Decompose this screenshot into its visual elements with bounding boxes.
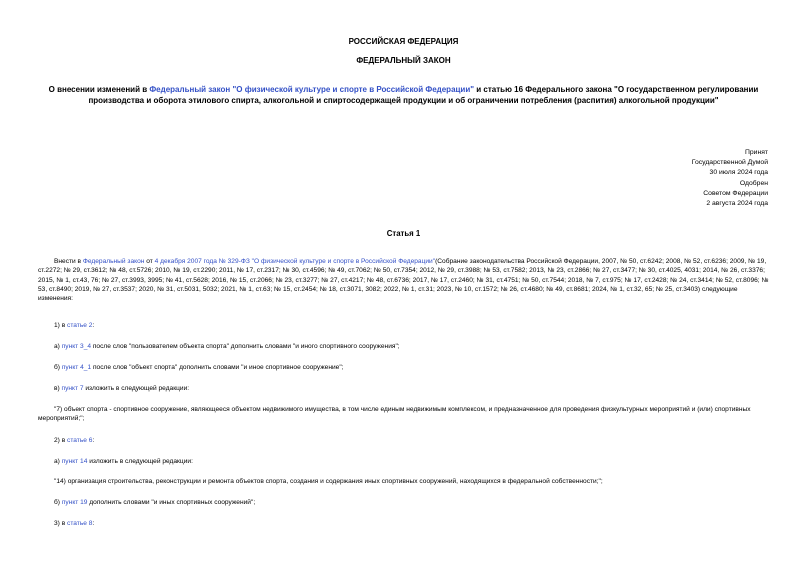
- federal-law-link[interactable]: Федеральный закон: [82, 258, 145, 265]
- law-title-prefix: О внесении изменений в: [48, 85, 150, 94]
- article-heading: Статья 1: [386, 229, 421, 238]
- item-2a-post: изложить в следующей редакции:: [87, 458, 193, 465]
- adoption-council: Советом Федерации: [703, 189, 768, 197]
- paragraph-intro: [38, 257, 770, 303]
- item-2b-post: дополнить словами "и иных спортивных сооружений";: [87, 499, 256, 506]
- item-2a-pre: а): [54, 458, 62, 465]
- item-1c: [38, 384, 770, 393]
- item-2-post: :: [92, 437, 95, 444]
- law-title-link[interactable]: Федеральный закон "О физической культуре и спорте в Российской Федерации": [149, 85, 475, 94]
- article-6-link[interactable]: статье 6: [67, 437, 93, 444]
- adoption-duma: Государственной Думой: [691, 159, 768, 167]
- item-1c-post: изложить в следующей редакции:: [83, 385, 190, 392]
- adoption-date-1: 30 июля 2024 года: [709, 169, 768, 177]
- item-1a: [38, 342, 770, 351]
- item-1: [38, 321, 770, 330]
- item-1-pre: 1) в: [54, 322, 68, 329]
- quote-point-14: "14) организация строительства, реконструкции и ремонта объектов спорта, создания и содержания иных спортивных сооружений, находящихся в федеральной собственности;";: [54, 478, 603, 485]
- law-329-link[interactable]: 4 декабря 2007 года № 329-ФЗ "О физической культуре и спорте в Российской Федерации": [154, 258, 436, 265]
- item-2a: [38, 457, 770, 466]
- item-1b-post: после слов "объект спорта" дополнить словами "и иное спортивное сооружение";: [91, 364, 344, 371]
- intro-text-2: от: [144, 258, 155, 265]
- article-8-link[interactable]: статье 8: [67, 520, 93, 527]
- adoption-approved: Одобрен: [739, 179, 768, 187]
- article-2-link[interactable]: статье 2: [67, 322, 93, 329]
- item-1b-pre: б): [54, 364, 62, 371]
- country-heading: РОССИЙСКАЯ ФЕДЕРАЦИЯ: [348, 37, 459, 46]
- law-title: [38, 85, 769, 106]
- point-19-link[interactable]: пункт 19: [61, 499, 88, 506]
- law-type-heading: ФЕДЕРАЛЬНЫЙ ЗАКОН: [356, 56, 451, 65]
- adoption-date-2: 2 августа 2024 года: [706, 200, 768, 208]
- item-1a-post: после слов "пользователем объекта спорта" дополнить словами "и иного спортивного сооружения";: [91, 343, 400, 350]
- item-1a-pre: а): [54, 343, 62, 350]
- item-1-post: :: [92, 322, 95, 329]
- item-2b-pre: б): [54, 499, 62, 506]
- item-2-pre: 2) в: [54, 437, 68, 444]
- item-2b: [38, 498, 770, 507]
- item-3: [38, 519, 770, 528]
- intro-citations: (Собрание законодательства Российской Федерации, 2007, № 50, ст.6242; 2008, № 52, ст.6236; 2009, № 19, ст.2272; № 29, ст.3612; № 48, ст.5726; 2010, № 19, ст.2290; 2011, № 17, ст.2317; № 30, ст.4596; № 49, ст.7062; № 50, ст.7354; 2012, № 29, ст.3988; № 53, ст.7582; 2013, № 23, ст.2866; № 27, ст.3477; № 30, ст.4025, 4031; 2014, № 26, ст.3376; 2015, № 1, ст.43, 76; № 27, ст.3993, 3995; № 41, ст.5628; 2016, № 15, ст.2066; № 23, ст.3277; № 27, ст.4217; № 48, ст.6736; 2017, № 17, ст.2460; № 31, ст.4751; № 50, ст.7544; 2018, № 7, ст.975; № 17, ст.2428; № 24, ст.3414; № 52, ст.8096; № 53, ст.8490; 2019, № 27, ст.3537; 2020, № 31, ст.5031, 5032; 2021, № 1, ст.63; № 15, ст.2454; № 18, ст.3071, 3082; 2022, № 1, ст.31; 2023, № 10, ст.1572; № 26, ст.4680; № 49, ст.8681; 2024, № 1, ст.32, 65; № 25, ст.3403) следующие изменения:: [38, 258, 769, 303]
- adoption-accepted: Принят: [744, 149, 768, 156]
- adoption-block: [692, 148, 768, 209]
- item-3-post: :: [92, 520, 95, 527]
- point-14-link[interactable]: пункт 14: [61, 458, 88, 465]
- point-4-1-link[interactable]: пункт 4_1: [61, 364, 92, 371]
- quote-point-7: "7) объект спорта - спортивное сооружение, являющееся объектом недвижимого имущества, в том числе единым недвижимым комплексом, и предназначенное для проведения физкультурных мероприятий и (или) спортивных мероприятий;";: [38, 406, 751, 423]
- intro-text: Внести в: [54, 258, 83, 265]
- point-7-link[interactable]: пункт 7: [61, 385, 84, 392]
- point-3-4-link[interactable]: пункт 3_4: [61, 343, 92, 350]
- item-1b: [38, 363, 770, 372]
- item-1c-pre: в): [54, 385, 62, 392]
- item-2: [38, 436, 770, 445]
- law-title-rest: и статью 16 Федерального закона "О государственном регулировании производства и оборота этилового спирта, алкогольной и спиртосодержащей продукции и об ограничении потребления (распития) алкогольной продукции": [88, 85, 759, 105]
- item-3-pre: 3) в: [54, 520, 68, 527]
